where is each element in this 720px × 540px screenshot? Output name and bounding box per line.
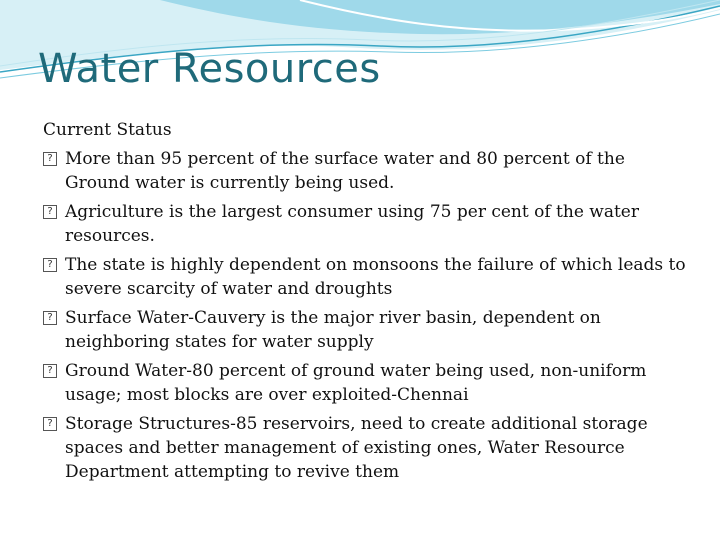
bullet-text: Storage Structures-85 reservoirs, need to create additional storage spaces and better management of existing ones, Water Resource Department attempting to revive them [65, 414, 648, 482]
bullet-item [43, 359, 693, 407]
slide-body [43, 118, 693, 484]
unknown-glyph-box-icon: ? [43, 152, 57, 166]
unknown-glyph-box-icon: ? [43, 205, 57, 219]
bullet-item [43, 147, 693, 195]
unknown-glyph-box-icon: ? [43, 417, 57, 431]
unknown-glyph-box-icon: ? [43, 258, 57, 272]
bullet-item [43, 200, 693, 248]
bullet-text: The state is highly dependent on monsoons the failure of which leads to severe scarcity of water and droughts [65, 255, 686, 299]
bullet-text: Surface Water-Cauvery is the major river basin, dependent on neighboring states for water supply [65, 308, 601, 352]
bullet-item [43, 253, 693, 301]
slide-title: Water Resources [38, 46, 381, 92]
bullet-text: Agriculture is the largest consumer using 75 per cent of the water resources. [65, 202, 639, 246]
bullet-item [43, 412, 693, 484]
bullet-text: More than 95 percent of the surface water and 80 percent of the Ground water is currently being used. [65, 149, 625, 193]
bullet-text: Ground Water-80 percent of ground water being used, non-uniform usage; most blocks are over exploited-Chennai [65, 361, 647, 405]
unknown-glyph-box-icon: ? [43, 364, 57, 378]
subheading: Current Status [43, 120, 172, 140]
bullet-item [43, 306, 693, 354]
unknown-glyph-box-icon: ? [43, 311, 57, 325]
